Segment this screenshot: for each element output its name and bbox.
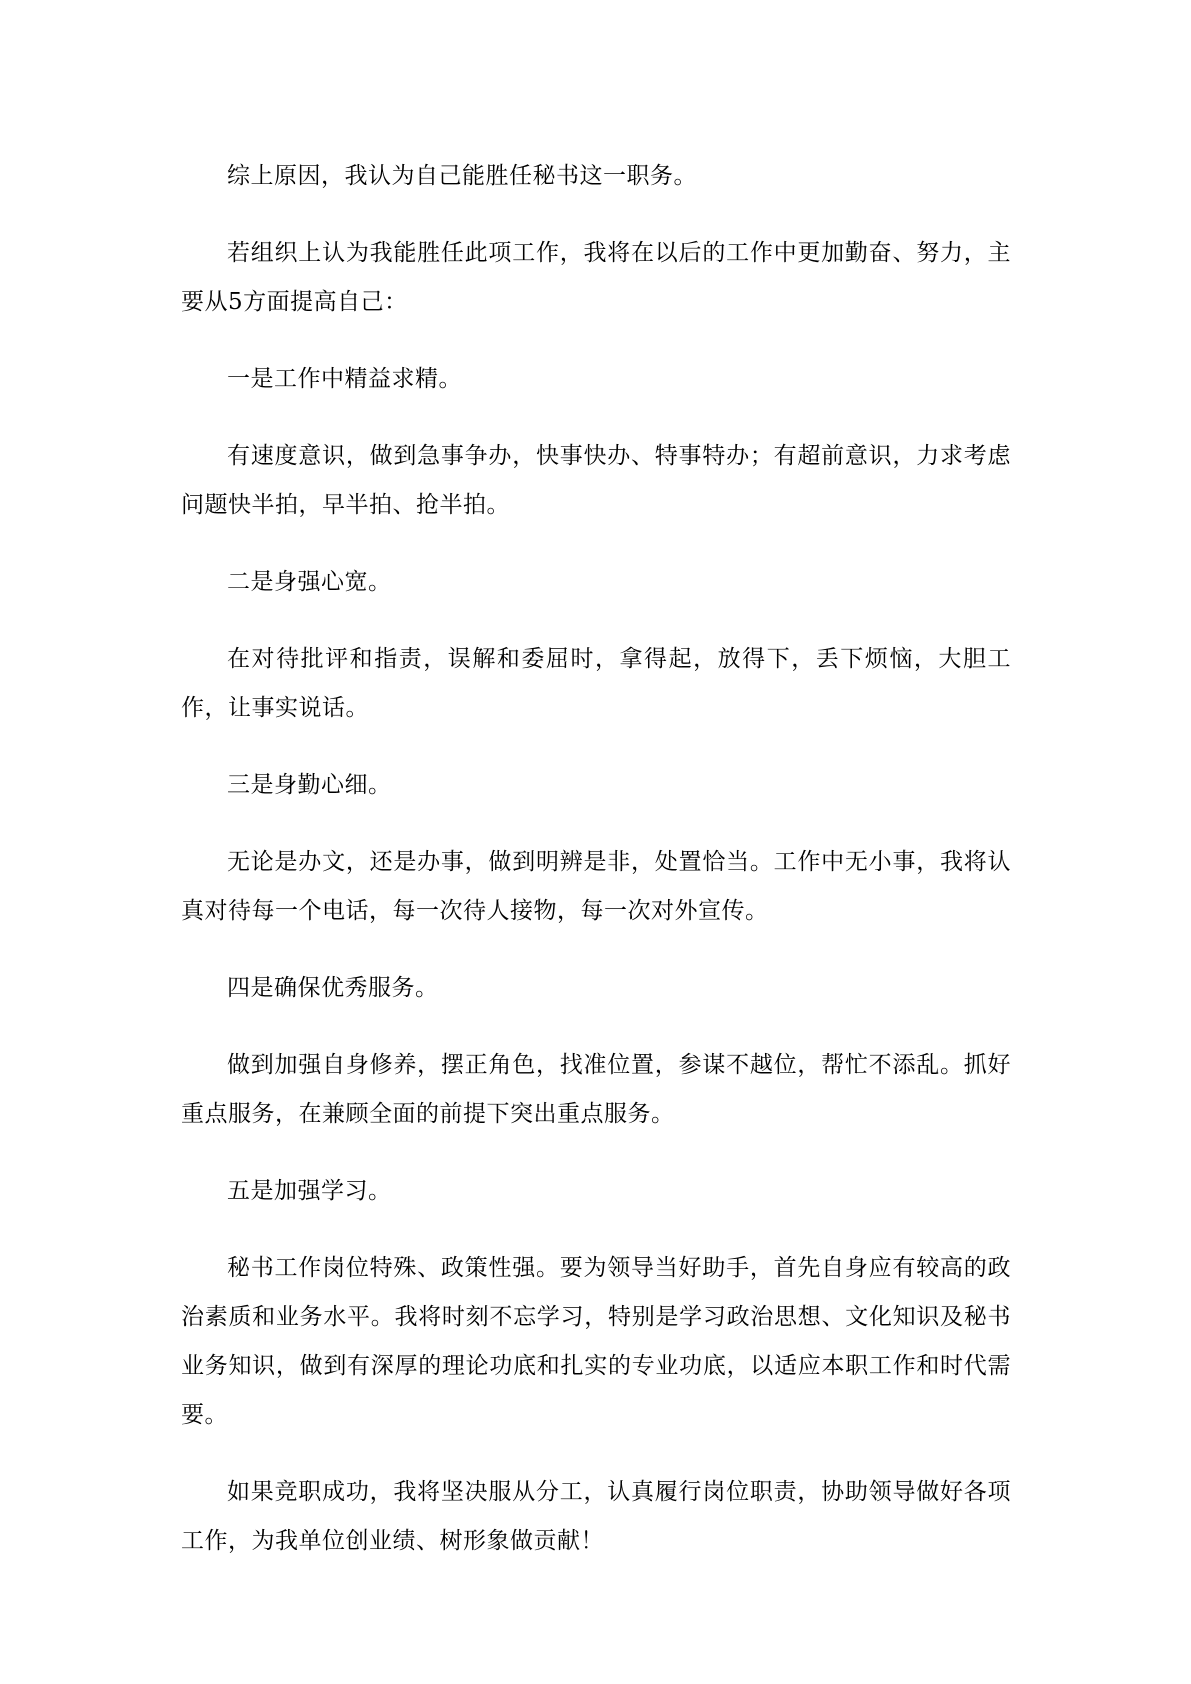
paragraph-heading-3: 三是身勤心细。 (227, 772, 392, 798)
paragraph-body-4: 做到加强自身修养，摆正角色，找准位置，参谋不越位，帮忙不添乱。抓好重点服务，在兼顾全面的前提下突出重点服务。 (181, 1052, 1011, 1127)
paragraph-heading-5: 五是加强学习。 (227, 1178, 392, 1204)
paragraph-closing: 如果竞职成功，我将坚决服从分工，认真履行岗位职责，协助领导做好各项工作，为我单位创业绩、树形象做贡献！ (181, 1479, 1011, 1554)
paragraph-intro-plan: 若组织上认为我能胜任此项工作，我将在以后的工作中更加勤奋、努力，主要从5方面提高自己： (181, 240, 1011, 315)
paragraph-conclusion: 综上原因，我认为自己能胜任秘书这一职务。 (227, 163, 697, 189)
paragraph-body-3: 无论是办文，还是办事，做到明辨是非，处置恰当。工作中无小事，我将认真对待每一个电话，每一次待人接物，每一次对外宣传。 (181, 849, 1011, 924)
document-body (181, 152, 1011, 1594)
paragraph-body-5: 秘书工作岗位特殊、政策性强。要为领导当好助手，首先自身应有较高的政治素质和业务水平。我将时刻不忘学习，特别是学习政治思想、文化知识及秘书业务知识，做到有深厚的理论功底和扎实的专业功底，以适应本职工作和时代需要。 (181, 1255, 1011, 1428)
paragraph-heading-1: 一是工作中精益求精。 (227, 366, 462, 392)
paragraph-heading-4: 四是确保优秀服务。 (227, 975, 439, 1001)
paragraph-heading-2: 二是身强心宽。 (227, 569, 392, 595)
paragraph-body-1: 有速度意识，做到急事争办，快事快办、特事特办；有超前意识，力求考虑问题快半拍，早半拍、抢半拍。 (181, 443, 1011, 518)
paragraph-body-2: 在对待批评和指责，误解和委屈时，拿得起，放得下，丢下烦恼，大胆工作，让事实说话。 (181, 646, 1011, 721)
